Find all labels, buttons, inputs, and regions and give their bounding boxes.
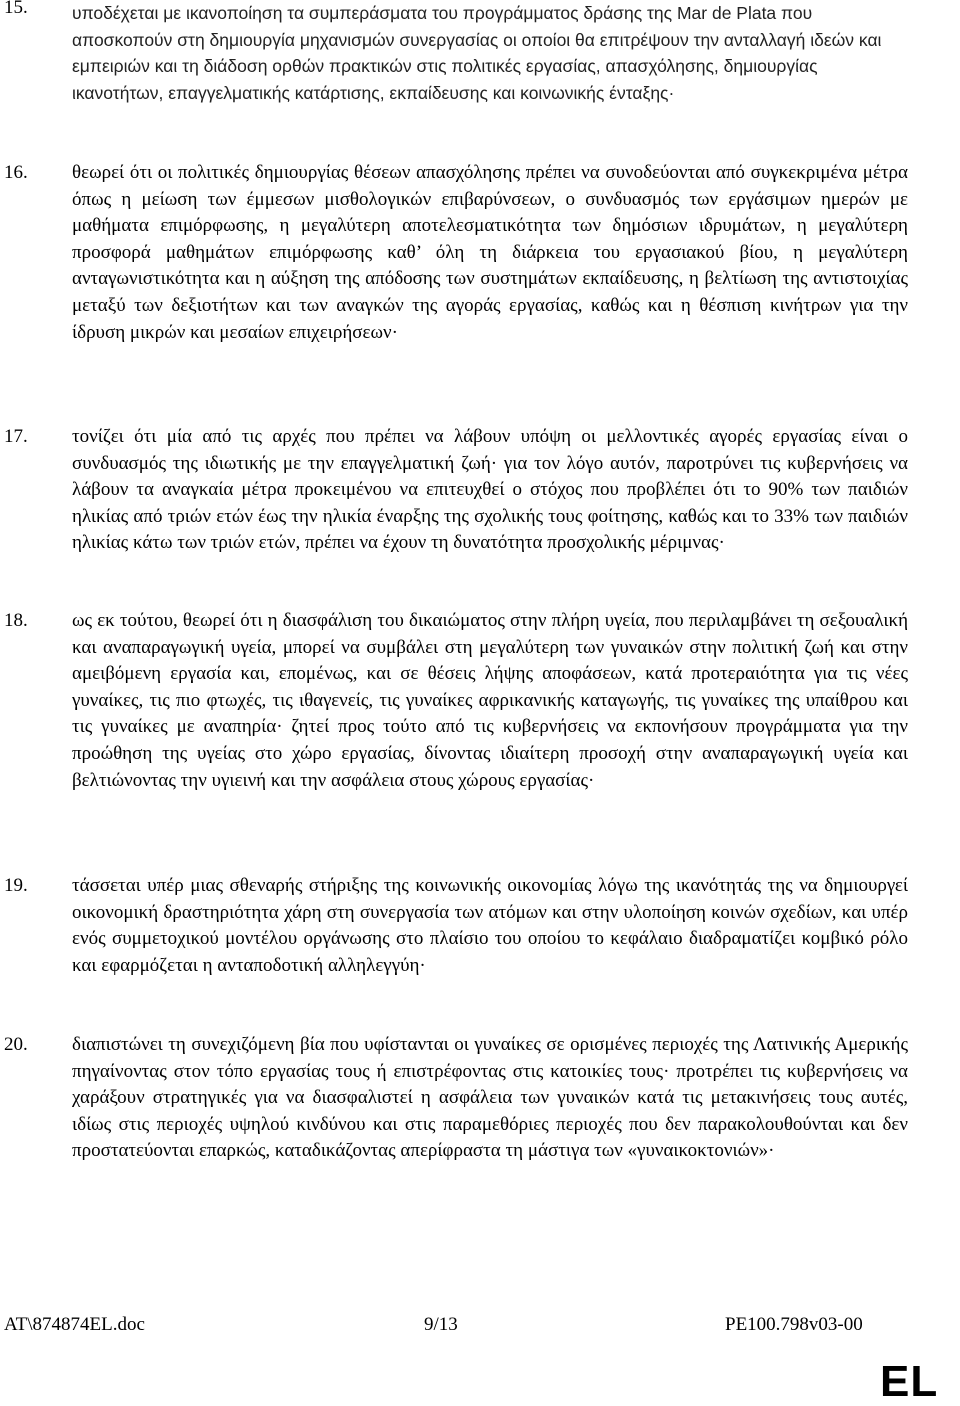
paragraph-text: υποδέχεται με ικανοποίηση τα συμπεράσματα του προγράμματος δράσης της Mar de Plata που αποσκοπούν στη δημιουργία μηχανισμών συνεργασίας οι οποίοι θα επιτρέψουν την ανταλλαγή ιδεών και εμπειριών και τη διάδοση ορθών πρακτικών στις πολιτικές εργασίας, απασχόλησης, δημιουργίας ικανοτήτων, επαγγελματικής κατάρτισης, εκπαίδευσης και κοινωνικής ένταξης·	[72, 3, 882, 103]
paragraph-number: 18.	[4, 610, 28, 631]
paragraph-text: ως εκ τούτου, θεωρεί ότι η διασφάλιση του δικαιώματος στην πλήρη υγεία, που περιλαμβάνει τη σεξουαλική και αναπαραγωγική υγεία, μπορεί να συμβάλει στη μεγαλύτερη των γυναικών στην πολιτική ζωή και στην αμειβόμενη εργασία και, επομένως, και σε θέσεις λήψης αποφάσεων, κατά προτεραιότητα για τις νέες γυναίκες, τις πιο φτωχές, τις ιθαγενείς, τις γυναίκες αφρικανικής καταγωγής, τις γυναίκες της υπαίθρου και τις γυναίκες με αναπηρία· ζητεί προς τούτο από τις κυβερνήσεις να εκπονήσουν προγράμματα για την προώθηση της υγείας στο χώρο εργασίας, δίνοντας ιδιαίτερη προσοχή στην αναπαραγωγική υγεία και βελτιώνοντας την υγιεινή και την ασφάλεια στους χώρους εργασίας·	[72, 610, 908, 791]
paragraph-number: 20.	[4, 1034, 28, 1055]
footer-pe-reference: PE100.798v03-00	[725, 1314, 863, 1335]
footer-page-number: 9/13	[424, 1314, 458, 1335]
paragraph-number: 16.	[4, 162, 28, 183]
paragraph-text: τονίζει ότι μία από τις αρχές που πρέπει να λάβουν υπόψη οι μελλοντικές αγορές εργασίας είναι ο συνδυασμός της ιδιωτικής με την επαγγελματική ζωή· για τον λόγο αυτόν, παροτρύνει τις κυβερνήσεις να λάβουν τα αναγκαία μέτρα προκειμένου να επιτευχθεί ο στόχος που προβλέπει ότι το 90% των παιδιών ηλικίας από τριών ετών έως την ηλικία έναρξης της σχολικής τους φοίτησης, καθώς και το 33% των παιδιών ηλικίας κάτω των τριών ετών, πρέπει να έχουν τη δυνατότητα προσχολικής μέριμνας·	[72, 426, 908, 554]
paragraph-text: διαπιστώνει τη συνεχιζόμενη βία που υφίστανται οι γυναίκες σε ορισμένες περιοχές της Λατινικής Αμερικής πηγαίνοντας στον τόπο εργασίας τους ή επιστρέφοντας στις κατοικίες τους· προτρέπει τις κυβερνήσεις να χαράξουν στρατηγικές για να διασφαλιστεί η ασφάλεια των γυναικών κατά τις μετακινήσεις τους αυτές, ιδίως στις περιοχές υψηλού κινδύνου και στις παραμεθόριες περιοχές που δεν παρακολουθούνται και δεν προστατεύονται επαρκώς, καταδικάζοντας απερίφραστα τη μάστιγα των «γυναικοκτονιών»·	[72, 1034, 908, 1162]
footer-document-reference: AT\874874EL.doc	[4, 1314, 145, 1335]
paragraph-text: θεωρεί ότι οι πολιτικές δημιουργίας θέσεων απασχόλησης πρέπει να συνοδεύονται από συγκεκριμένα μέτρα όπως η μείωση των έμμεσων μισθολογικών επιβαρύνσεων, ο συνδυασμός των εργάσιμων ημερών με μαθήματα επιμόρφωσης, η μεγαλύτερη αποτελεσματικότητα των δημόσιων ιδρυμάτων, η μεγαλύτερη προσφορά μαθημάτων επιμόρφωσης καθ’ όλη τη διάρκεια του εργασιακού βίου, η μεγαλύτερη ανταγωνιστικότητα και η αύξηση της απόδοσης των συστημάτων εκπαίδευσης, η βελτίωση της αντιστοιχίας μεταξύ των δεξιοτήτων και των αναγκών της αγοράς εργασίας, καθώς και η θέσπιση κινήτρων για την ίδρυση μικρών και μεσαίων επιχειρήσεων·	[72, 162, 908, 343]
paragraph-number: 19.	[4, 875, 28, 896]
paragraph-number: 15.	[4, 0, 28, 18]
paragraph-number: 17.	[4, 426, 28, 447]
language-code: EL	[880, 1357, 939, 1406]
paragraph-text: τάσσεται υπέρ μιας σθεναρής στήριξης της κοινωνικής οικονομίας λόγω της ικανότητάς της να δημιουργεί οικονομική δραστηριότητα χάρη στη συνεργασία των ατόμων και στην υλοποίηση κοινών σχεδίων, και υπέρ ενός συμμετοχικού μοντέλου οργάνωσης στο πλαίσιο του οποίου το κεφάλαιο διαδραματίζει κομβικό ρόλο και εφαρμόζεται η ανταποδοτική αλληλεγγύη·	[72, 875, 908, 976]
